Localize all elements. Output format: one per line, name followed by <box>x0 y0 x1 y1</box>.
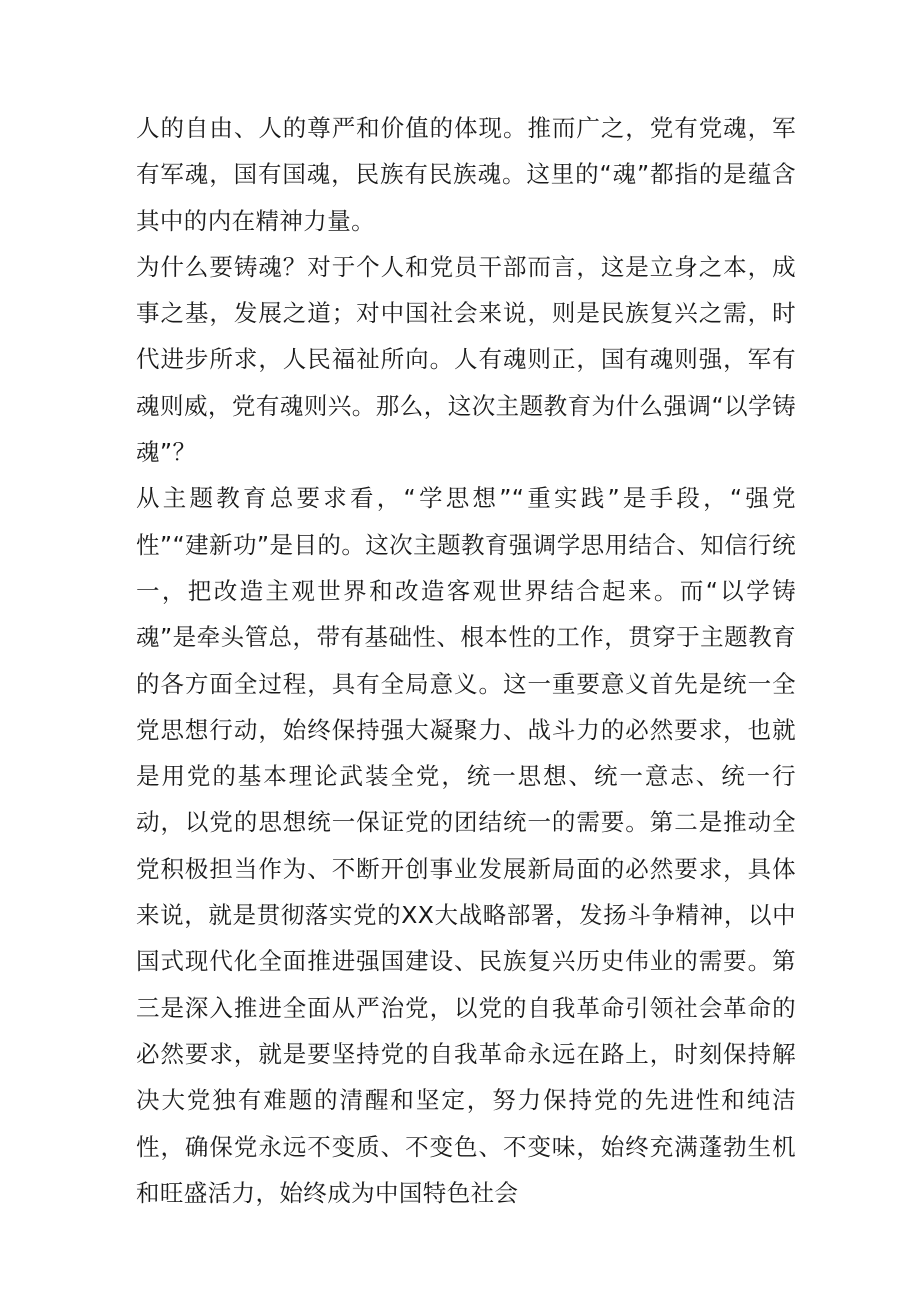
paragraph-3: 从主题教育总要求看，“学思想”“重实践”是手段，“强党性”“建新功”是目的。这次主题教育强调学思用结合、知信行统一，把改造主观世界和改造客观世界结合起来。而“以学铸魂”是牵头管总，带有基础性、根本性的工作，贯穿于主题教育的各方面全过程，具有全局意义。这一重要意义首先是统一全党思想行动，始终保持强大凝聚力、战斗力的必然要求，也就是用党的基本理论武装全党，统一思想、统一意志、统一行动，以党的思想统一保证党的团结统一的需要。第二是推动全党积极担当作为、不断开创事业发展新局面的必然要求，具体来说，就是贯彻落实党的XX大战略部署，发扬斗争精神，以中国式现代化全面推进强国建设、民族复兴历史伟业的需要。第三是深入推进全面从严治党，以党的自我革命引领社会革命的必然要求，就是要坚持党的自我革命永远在路上，时刻保持解决大党独有难题的清醒和坚定，努力保持党的先进性和纯洁性，确保党永远不变质、不变色、不变味，始终充满蓬勃生机和旺盛活力，始终成为中国特色社会 <box>136 484 796 1207</box>
paragraph-2: 为什么要铸魂？对于个人和党员干部而言，这是立身之本，成事之基，发展之道；对中国社会来说，则是民族复兴之需，时代进步所求，人民福祉所向。人有魂则正，国有魂则强，军有魂则威，党有魂则兴。那么，这次主题教育为什么强调“以学铸魂”？ <box>136 252 796 467</box>
body-text <box>136 105 796 1216</box>
paragraph-1: 人的自由、人的尊严和价值的体现。推而广之，党有党魂，军有军魂，国有国魂，民族有民族魂。这里的“魂”都指的是蕴含其中的内在精神力量。 <box>136 114 796 235</box>
